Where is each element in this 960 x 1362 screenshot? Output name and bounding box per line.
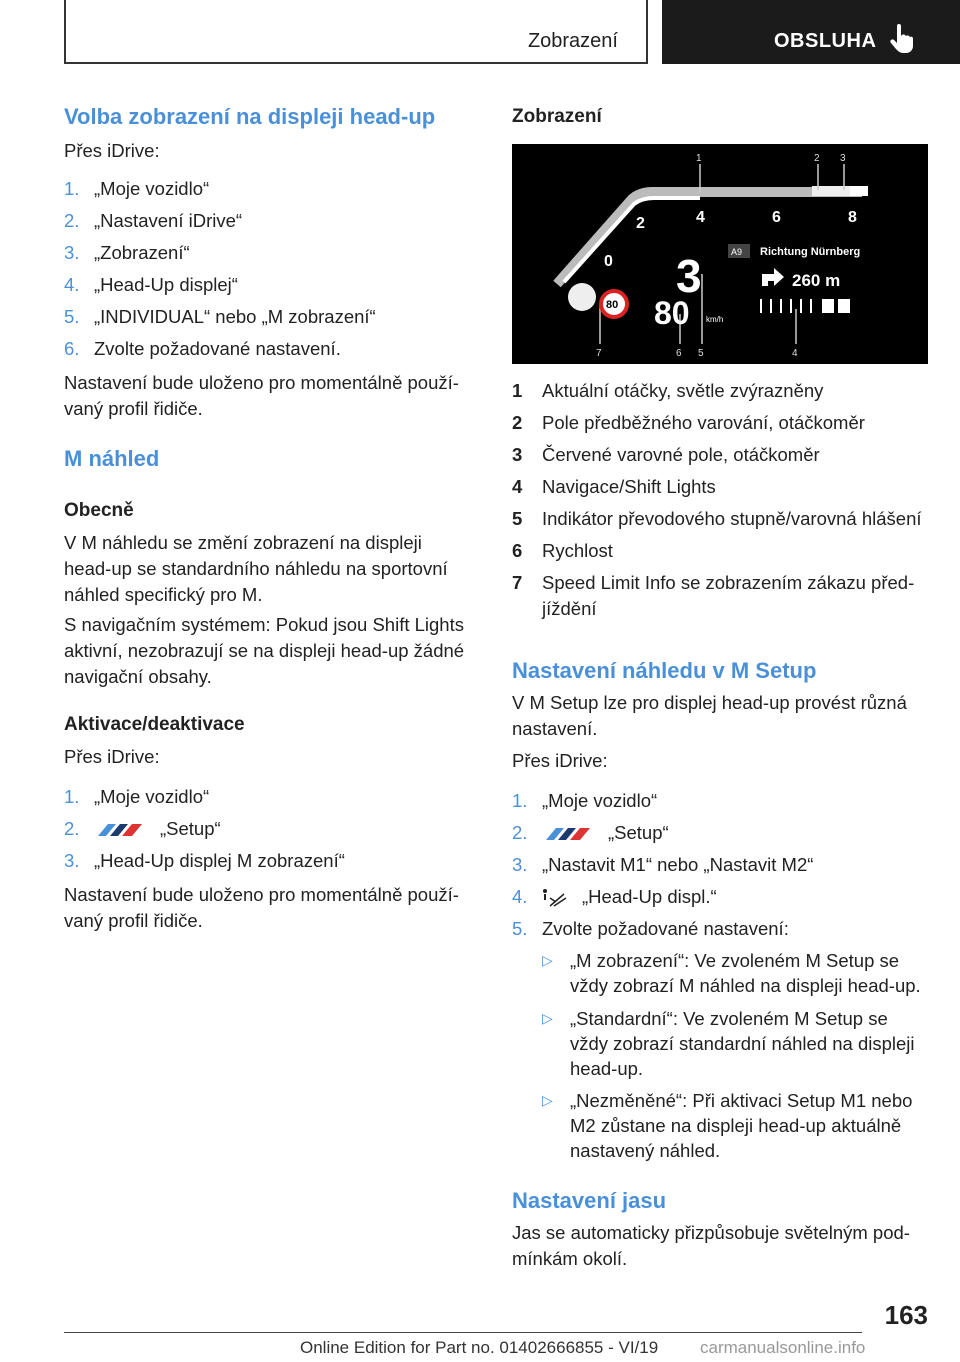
rpm-tick-label: 2	[636, 215, 645, 232]
body-text: nastavení.	[512, 718, 598, 739]
rpm-tick-label: 8	[848, 209, 857, 226]
body-text: Nastavení bude uloženo pro momentálně použí-	[64, 884, 459, 905]
subheading: Aktivace/deaktivace	[64, 714, 245, 735]
m-stripes-icon	[94, 822, 146, 838]
subheading: Obecně	[64, 500, 134, 521]
triangle-bullet-icon: ▷	[542, 1010, 553, 1026]
callout-2: 2	[814, 153, 820, 164]
via-text: Přes iDrive:	[64, 140, 160, 161]
no-overtaking-sign	[568, 283, 596, 311]
legend-item-cont: jíždění	[542, 598, 597, 619]
edition-text: Online Edition for Part no. 01402666855 - VI/19	[300, 1338, 659, 1357]
rpm-tick-label: 0	[604, 253, 613, 270]
rpm-tick-label: 4	[696, 209, 705, 226]
speed-value: 80	[654, 295, 690, 331]
watermark: carmanualsonline.info	[700, 1338, 866, 1357]
callout-3: 3	[840, 153, 846, 164]
body-text: náhled specifický pro M.	[64, 584, 263, 605]
body-text: aktivní, nezobrazují se na displeji head-up žádné	[64, 640, 465, 661]
body-text: mínkám okolí.	[512, 1248, 628, 1269]
chapter-tab	[662, 0, 960, 64]
section-heading: Volba zobrazení na displeji head-up	[64, 104, 436, 129]
speed-unit: km/h	[706, 315, 724, 324]
page-number: 163	[884, 1300, 928, 1330]
footer-divider	[64, 1332, 862, 1333]
hand-pointer-icon	[890, 24, 914, 54]
section-title: Zobrazení	[527, 30, 618, 52]
section-heading: M náhled	[64, 446, 160, 471]
via-text: Přes iDrive:	[64, 746, 160, 767]
lane-arrows	[760, 299, 850, 313]
m-stripes-icon	[542, 826, 594, 842]
body-text: head-up se standardního náhledu na sportovní	[64, 558, 448, 579]
via-text: Přes iDrive:	[512, 750, 608, 771]
body-text: vaný profil řidiče.	[64, 398, 203, 419]
turn-arrow-icon	[762, 268, 784, 286]
body-text: navigační obsahy.	[64, 666, 212, 687]
triangle-bullet-icon: ▷	[542, 952, 553, 968]
header-section-box	[64, 0, 648, 64]
body-text: S navigačním systémem: Pokud jsou Shift Lights	[64, 614, 464, 635]
display-heading: Zobrazení	[512, 106, 602, 127]
triangle-bullet-icon: ▷	[542, 1092, 553, 1108]
head-up-display-icon	[542, 888, 568, 908]
body-text: Jas se automaticky přizpůsobuje světelným pod-	[512, 1222, 910, 1243]
chapter-title: OBSLUHA	[774, 30, 877, 52]
callout-5: 5	[698, 348, 704, 359]
body-text: V M Setup lze pro displej head-up provést různá	[512, 692, 907, 713]
body-text: V M náhledu se změní zobrazení na displeji	[64, 532, 422, 553]
section-heading: Nastavení jasu	[512, 1188, 667, 1213]
callout-6: 6	[676, 348, 682, 359]
body-text: vaný profil řidiče.	[64, 910, 203, 931]
rpm-red-field	[850, 186, 868, 196]
callout-7: 7	[596, 348, 602, 359]
road-number: A9	[731, 247, 743, 257]
nav-direction: Richtung Nürnberg	[760, 246, 861, 258]
speed-limit-value: 80	[606, 299, 619, 311]
body-text: Nastavení bude uloženo pro momentálně použí-	[64, 372, 459, 393]
head-up-display-figure	[512, 144, 928, 364]
section-heading: Nastavení náhledu v M Setup	[512, 658, 817, 683]
callout-4: 4	[792, 348, 798, 359]
hud-graphic	[512, 144, 928, 364]
gear-indicator: 3	[676, 250, 702, 302]
callout-1: 1	[696, 153, 702, 164]
nav-distance: 260 m	[792, 271, 841, 290]
rpm-tick-label: 6	[772, 209, 781, 226]
